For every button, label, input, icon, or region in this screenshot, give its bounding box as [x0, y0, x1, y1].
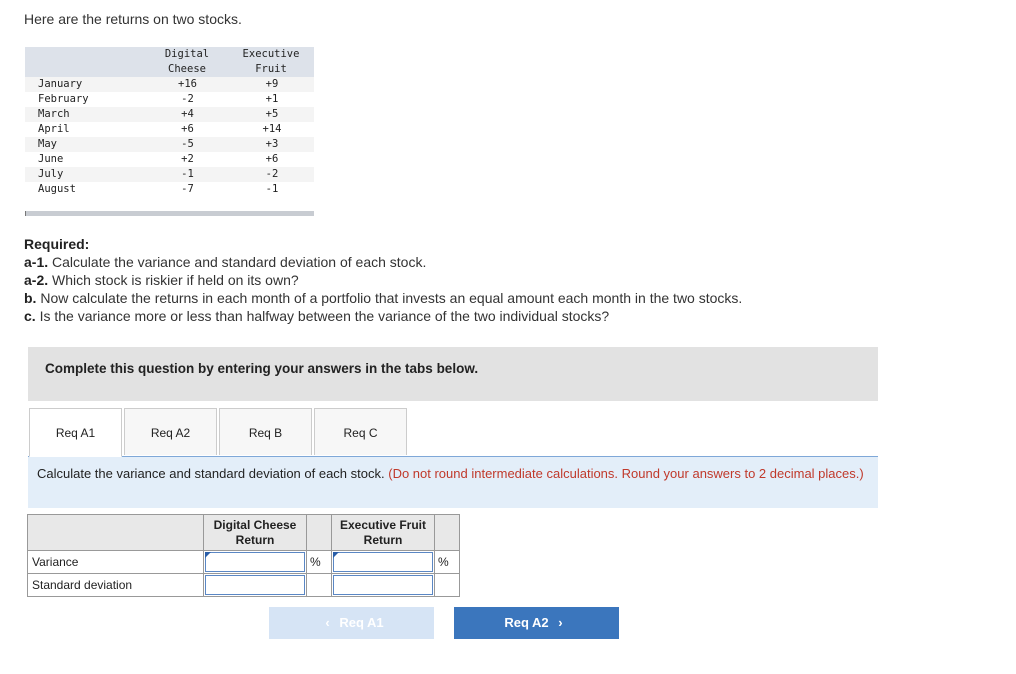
input-marker-icon [333, 552, 339, 558]
answer-table [27, 514, 460, 597]
table-row [25, 92, 314, 107]
exec-return: -1 [265, 183, 279, 195]
required-heading: Required: [24, 236, 90, 252]
answer-header-blank [28, 515, 204, 551]
answer-row-variance [28, 551, 460, 574]
tab-req-c[interactable]: Req C [314, 408, 407, 455]
exec-return: +5 [265, 108, 279, 120]
instructions-banner: Complete this question by entering your answers in the tabs below. [28, 347, 878, 401]
returns-table-header [25, 47, 314, 77]
exec-return: +1 [265, 93, 279, 105]
exec-return: -2 [265, 168, 279, 180]
answer-header-digital: Digital Cheese Return [204, 515, 307, 551]
month-label: June [38, 153, 64, 165]
required-item-tag: c. [24, 308, 36, 324]
digital-return: +2 [181, 153, 194, 165]
variance-exec-input[interactable] [333, 552, 433, 572]
question-instruction [28, 456, 878, 508]
col-digital-line1: Digital [164, 48, 210, 60]
required-item [24, 271, 742, 289]
month-label: August [38, 183, 76, 195]
exec-return: +9 [265, 78, 279, 90]
next-button-label: Req A2 [504, 615, 549, 630]
variance-digital-input[interactable] [205, 552, 305, 572]
chevron-right-icon: › [558, 615, 563, 630]
tab-req-a2[interactable]: Req A2 [124, 408, 217, 455]
stddev-exec-unit [435, 574, 460, 597]
required-item-tag: b. [24, 290, 37, 306]
tab-req-b[interactable]: Req B [219, 408, 312, 455]
required-item [24, 253, 742, 271]
required-item-text: Calculate the variance and standard deviation of each stock. [48, 254, 427, 270]
month-label: May [38, 138, 57, 150]
col-exec-line2: Fruit [255, 63, 287, 75]
stddev-digital-input[interactable] [205, 575, 305, 595]
instruction-note: (Do not round intermediate calculations. Round your answers to 2 decimal places.) [388, 466, 864, 481]
intro-text: Here are the returns on two stocks. [24, 11, 242, 27]
required-item-tag: a-2. [24, 272, 49, 288]
col-exec-line1: Executive [242, 48, 300, 60]
month-label: April [38, 123, 70, 135]
variance-exec-unit: % [435, 551, 460, 574]
digital-return: +6 [181, 123, 194, 135]
table-row [25, 77, 314, 92]
required-item-text: Is the variance more or less than halfway between the variance of the two individual stocks? [35, 308, 610, 324]
chevron-left-icon: ‹ [325, 615, 330, 630]
variance-digital-unit: % [307, 551, 332, 574]
required-section [24, 235, 742, 325]
required-item [24, 307, 742, 325]
exec-return: +6 [265, 153, 279, 165]
month-label: March [38, 108, 70, 120]
digital-return: -5 [181, 138, 194, 150]
answer-row-label: Standard deviation [28, 574, 204, 597]
table-row [25, 167, 314, 182]
next-button[interactable] [454, 607, 619, 639]
digital-return: -2 [181, 93, 194, 105]
col-digital-line2: Cheese [168, 63, 206, 75]
required-item-tag: a-1. [24, 254, 49, 270]
input-marker-icon [205, 552, 211, 558]
prev-button-label: Req A1 [339, 615, 384, 630]
digital-return: -7 [181, 183, 194, 195]
returns-table [25, 47, 314, 216]
tab-req-a1[interactable]: Req A1 [29, 408, 122, 457]
table-row [25, 107, 314, 122]
digital-return: +16 [178, 78, 197, 90]
table-row [25, 122, 314, 137]
exec-return: +14 [262, 123, 282, 135]
month-label: February [38, 93, 89, 105]
digital-return: +4 [181, 108, 194, 120]
table-row [25, 137, 314, 152]
digital-return: -1 [181, 168, 194, 180]
required-item-text: Now calculate the returns in each month of a portfolio that invests an equal amount each month in the two stocks. [36, 290, 743, 306]
required-item-text: Which stock is riskier if held on its own? [48, 272, 299, 288]
stddev-exec-input[interactable] [333, 575, 433, 595]
stddev-digital-unit [307, 574, 332, 597]
month-label: July [38, 168, 64, 180]
table-row [25, 152, 314, 167]
required-item [24, 289, 742, 307]
table-row [25, 182, 314, 197]
answer-header-exec: Executive Fruit Return [332, 515, 435, 551]
instruction-text: Calculate the variance and standard deviation of each stock. [37, 466, 385, 481]
exec-return: +3 [265, 138, 279, 150]
table-divider [25, 211, 314, 216]
prev-button[interactable] [269, 607, 434, 639]
answer-row-label: Variance [28, 551, 204, 574]
answer-row-stddev [28, 574, 460, 597]
month-label: January [38, 78, 83, 90]
